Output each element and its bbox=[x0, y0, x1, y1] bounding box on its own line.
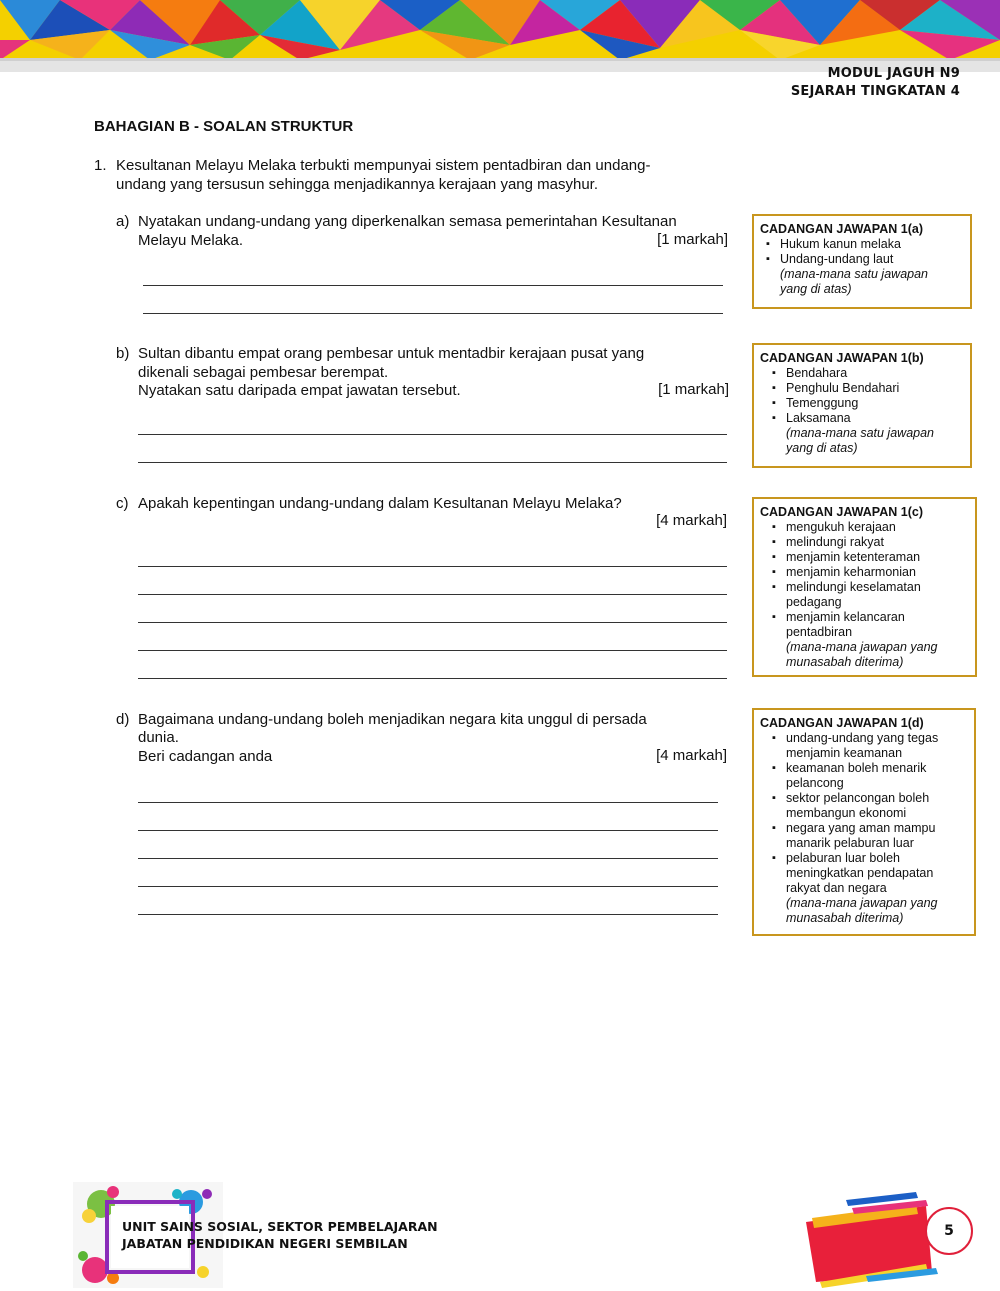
decorative-stripes bbox=[806, 1192, 946, 1288]
part-c-letter: c) bbox=[116, 495, 129, 512]
part-d-marks: [4 markah] bbox=[656, 747, 727, 764]
answer-item: ▪ undang-undang yang tegas menjamin keamanan bbox=[760, 731, 966, 761]
answer-item: ▪ Undang-undang laut bbox=[760, 252, 962, 267]
answer-line[interactable] bbox=[138, 886, 718, 887]
answer-item: ▪ menjamin kelancaran pentadbiran bbox=[760, 610, 967, 640]
answer-item: ▪ melindungi rakyat bbox=[760, 535, 967, 550]
footer-unit-line1: UNIT SAINS SOSIAL, SEKTOR PEMBELAJARAN bbox=[122, 1219, 438, 1234]
answer-item: ▪ keamanan boleh menarik pelancong bbox=[760, 761, 966, 791]
answer-line[interactable] bbox=[143, 313, 723, 314]
answer-box-1d bbox=[752, 708, 976, 936]
answer-box-title: CADANGAN JAWAPAN 1(c) bbox=[760, 505, 923, 519]
answer-box-title: CADANGAN JAWAPAN 1(b) bbox=[760, 351, 924, 365]
answer-item: ▪ Penghulu Bendahari bbox=[760, 381, 962, 396]
answer-line[interactable] bbox=[143, 285, 723, 286]
answer-note: munasabah diterima) bbox=[786, 655, 904, 669]
answer-line[interactable] bbox=[138, 678, 727, 679]
answer-line[interactable] bbox=[138, 650, 727, 651]
part-c-text-line: Apakah kepentingan undang-undang dalam Kesultanan Melayu Melaka? bbox=[138, 495, 622, 512]
part-d-text-line: Beri cadangan anda bbox=[138, 748, 273, 765]
answer-note: (mana-mana satu jawapan bbox=[780, 267, 928, 281]
part-b-text-line: Nyatakan satu daripada empat jawatan tersebut. bbox=[138, 382, 461, 399]
answer-line[interactable] bbox=[138, 566, 727, 567]
answer-line[interactable] bbox=[138, 462, 727, 463]
part-a-letter: a) bbox=[116, 213, 130, 230]
answer-item: ▪ mengukuh kerajaan bbox=[760, 520, 967, 535]
subject-title: SEJARAH TINGKATAN 4 bbox=[790, 84, 960, 99]
answer-box-title: CADANGAN JAWAPAN 1(a) bbox=[760, 222, 923, 236]
part-d-text-line: Bagaimana undang-undang boleh menjadikan negara kita unggul di persada bbox=[138, 711, 647, 728]
part-b-text-line: Sultan dibantu empat orang pembesar untuk mentadbir kerajaan pusat yang bbox=[138, 345, 645, 362]
answer-note: (mana-mana jawapan yang bbox=[786, 640, 938, 654]
answer-note: (mana-mana satu jawapan bbox=[786, 426, 934, 440]
answer-item: ▪ menjamin ketenteraman bbox=[760, 550, 967, 565]
decorative-banner bbox=[0, 0, 1000, 72]
answer-line[interactable] bbox=[138, 830, 718, 831]
answer-item: ▪ melindungi keselamatan pedagang bbox=[760, 580, 967, 610]
answer-box-1a bbox=[752, 214, 972, 309]
answer-item: ▪ menjamin keharmonian bbox=[760, 565, 967, 580]
answer-item: ▪ negara yang aman mampu manarik pelaburan luar bbox=[760, 821, 966, 851]
part-b-text-line: dikenali sebagai pembesar berempat. bbox=[138, 364, 389, 381]
question-number: 1. bbox=[94, 157, 107, 174]
page-number: 5 bbox=[925, 1207, 973, 1255]
answer-item: ▪ Temenggung bbox=[760, 396, 962, 411]
answer-line[interactable] bbox=[138, 594, 727, 595]
unit-logo bbox=[73, 1182, 223, 1288]
answer-item: ▪ Laksamana bbox=[760, 411, 962, 426]
part-b-marks: [1 markah] bbox=[658, 381, 729, 398]
part-a-marks: [1 markah] bbox=[657, 231, 728, 248]
part-c-marks: [4 markah] bbox=[656, 512, 727, 529]
answer-line[interactable] bbox=[138, 858, 718, 859]
answer-line[interactable] bbox=[138, 622, 727, 623]
answer-note: (mana-mana jawapan yang bbox=[786, 896, 938, 910]
answer-box-1b bbox=[752, 343, 972, 468]
answer-line[interactable] bbox=[138, 914, 718, 915]
answer-note: yang di atas) bbox=[786, 441, 858, 455]
answer-line[interactable] bbox=[138, 434, 727, 435]
answer-box-title: CADANGAN JAWAPAN 1(d) bbox=[760, 716, 924, 730]
question-stem-line: undang yang tersusun sehingga menjadikannya kerajaan yang masyhur. bbox=[116, 176, 598, 193]
answer-note: munasabah diterima) bbox=[786, 911, 904, 925]
section-title: BAHAGIAN B - SOALAN STRUKTUR bbox=[94, 118, 354, 135]
part-a-text-line: Nyatakan undang-undang yang diperkenalkan semasa pemerintahan Kesultanan bbox=[138, 213, 677, 230]
answer-item: ▪ sektor pelancongan boleh membangun ekonomi bbox=[760, 791, 966, 821]
part-a-text-line: Melayu Melaka. bbox=[138, 232, 244, 249]
part-d-text-line: dunia. bbox=[138, 729, 179, 746]
answer-item: ▪ Bendahara bbox=[760, 366, 962, 381]
answer-item: ▪ Hukum kanun melaka bbox=[760, 237, 962, 252]
part-d-letter: d) bbox=[116, 711, 130, 728]
part-b-letter: b) bbox=[116, 345, 130, 362]
footer-unit-line2: JABATAN PENDIDIKAN NEGERI SEMBILAN bbox=[122, 1236, 408, 1251]
answer-note: yang di atas) bbox=[780, 282, 852, 296]
module-title: MODUL JAGUH N9 bbox=[827, 66, 960, 81]
question-stem-line: Kesultanan Melayu Melaka terbukti mempunyai sistem pentadbiran dan undang- bbox=[116, 157, 651, 174]
answer-line[interactable] bbox=[138, 802, 718, 803]
answer-box-1c bbox=[752, 497, 977, 677]
answer-item: ▪ pelaburan luar boleh meningkatkan pendapatan rakyat dan negara bbox=[760, 851, 966, 896]
